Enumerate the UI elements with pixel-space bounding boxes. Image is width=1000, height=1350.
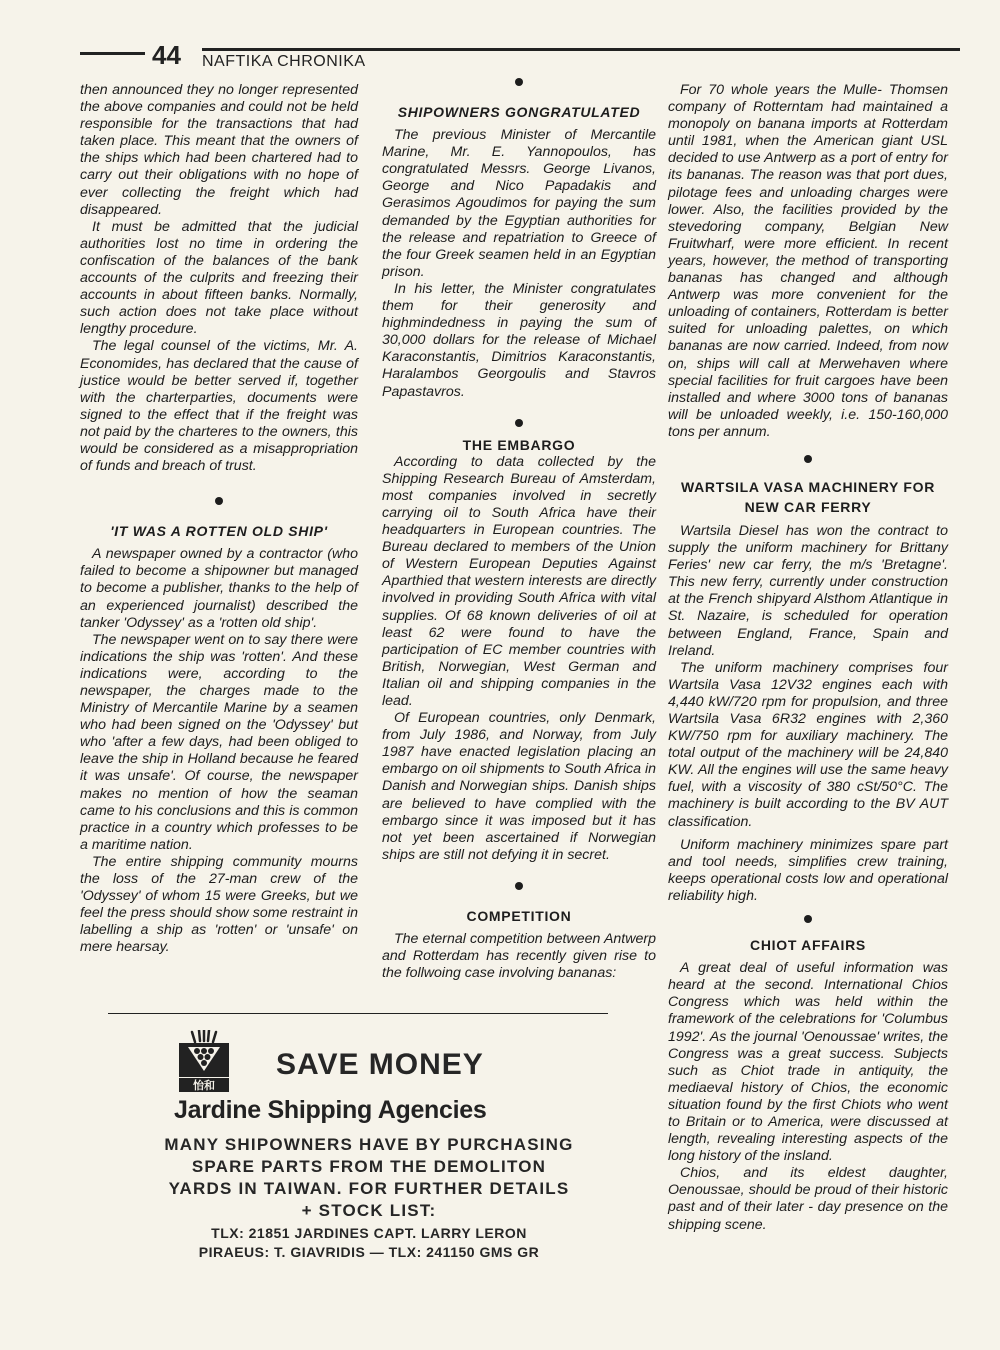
paragraph: The entire shipping community mourns the loss of the 27-man crew of the 'Odyssey' of whom 15 were Greeks, but we feel the press should show some restraint in labelling a ship as 'rotten' or 'unsafe' on mere hearsay. [80,853,358,956]
ad-body-line: YARDS IN TAIWAN. FOR FURTHER DETAILS [168,1179,570,1198]
bullet-divider [515,419,523,427]
jardine-advertisement [108,1013,608,1274]
ad-contact [164,1224,574,1262]
ad-body-line: SPARE PARTS FROM THE DEMOLITON [191,1157,547,1176]
bullet-divider [515,882,523,890]
paragraph: Uniform machinery minimizes spare part and tool needs, simplifies crew training, keeps operational costs low and operational reliability high. [668,836,948,904]
jardine-logo-icon [178,1030,230,1092]
ad-body-line: + STOCK LIST: [301,1201,437,1220]
ad-contact-line: PIRAEUS: T. GIAVRIDIS — TLX: 241150 GMS GR [198,1244,540,1260]
column-2 [382,78,656,982]
ad-company-name: Jardine Shipping Agencies [174,1096,487,1124]
section-heading: THE EMBARGO [462,436,576,453]
ad-contact-line: TLX: 21851 JARDINES CAPT. LARRY LERON [211,1225,527,1241]
paragraph: A newspaper owned by a contractor (who failed to become a shipowner but managed to become a publisher, thanks to the help of an experienced journalist) described the tanker 'Odyssey' as a 'rotten old ship'. [80,546,358,631]
page-number: 44 [152,40,181,70]
paragraph: For 70 whole years the Mulle- Thomsen company of Rotterntam had maintained a monopoly on banana imports at Rotterdam until 1981, when the American giant USL decided to use Antwerp as a port of entry for its bananas. The reason was that port dues, pilotage fees and unloading charges were lower. Also, the facilities provided by the stevedoring company, Belgian New Fruitwharf, were more efficient. In recent years, however, the method of transporting bananas has changed and although Antwerp was more convenient for the unloading of containers, Rotterdam is better suited for unloading palettes, on which bananas are now carried. Indeed, from now on, ships will call at Merwehaven where special facilities for fruit cargoes have been installed and where 3000 tons of bananas will be unloaded weekly, i.e. 150-160,000 tons per annum. [668,82,948,440]
paragraph: The uniform machinery comprises four Wartsila Vasa 12V32 engines each with 4,440 kW/720 rpm for propulsion, and three Wartsila Vasa 6R32 engines with 2,360 KW/750 rpm for auxiliary machinery. The total output of the machinery will be 24,840 KW. All the engines will use the same heavy fuel, with a viscosity of 380 cSt/50°C. The machinery is built according to the BV AUT classification. [668,659,948,830]
header-rule-right [202,48,960,51]
section-heading: SHIPOWNERS GONGRATULATED [397,104,641,120]
paragraph: Wartsila Diesel has won the contract to supply the uniform machinery for Brittany Feries' new car ferry, the m/s 'Bretagne'. This new ferry, currently under construction at the French shipyard Alsthom Atlantique in St. Nazaire, is scheduled for operation between England, France, Spain and Ireland. [668,522,948,659]
paragraph: The eternal competition between Antwerp and Rotterdam has recently given rise to the follwoing case involving bananas: [382,931,656,982]
paragraph: According to data collected by the Shipping Research Bureau of Amsterdam, most companies involved in secretly carrying oil to South Africa have their headquarters in European countries. The Bureau declared to members of the Union of Western European Deputies Against Aparthied that western interests are directly involved in providing South Africa with vital supplies. Of 68 known deliveries of oil at least 62 were found to have the participation of EC member countries with British, Norwegian, West German and Italian oil and shipping companies in the lead. [382,453,656,709]
paragraph: then announced they no longer represented the above companies and could not be held responsible for the transactions that had taken place. This meant that the owners of the ships which had been chartered had to carry out their obligations with no hope of ever collecting the freight which had disappeared. [80,82,358,218]
paragraph: The legal counsel of the victims, Mr. A. Economides, has declared that the cause of justice would be better served if, together with the charterparties, documents were signed to the effect that if the freight was not paid by the charteres to the owners, this would be considered as a misappropriation of funds and breach of trust. [80,338,358,475]
ad-headline: SAVE MONEY [276,1048,484,1081]
paragraph: In his letter, the Minister congratulates them for their generosity and highmindedness in paying the sum of 30,000 dollars for the release of Michael Karaconstantis, Dimitrios Karaconstantis, Haralambos Georgoulis and Stavros Papastavros. [382,280,656,400]
section-heading: COMPETITION [466,907,572,924]
ad-body [164,1134,574,1222]
paragraph: A great deal of useful information was heard at the second. International Chios Congress which was held within the framework of the celebrations for 'Columbus 1992'. As the journal 'Oenoussae' writes, the Congress was a great success. Subjects such as Chiot trade in antiquity, the mediaeval history of Chios, the economic situation found by the first Chiots who went to Britain or to America, were discussed at length, revealing interesting aspects of the long history of the insland. [668,960,948,1165]
paragraph: It must be admitted that the judicial authorities lost no time in ordering the confiscation of the balances of the bank accounts of the culprits and freezing their accounts in about fifteen banks. Normally, such action does not take place without lengthy procedure. [80,218,358,338]
bullet-divider [804,455,812,463]
ad-body-line: MANY SHIPOWNERS HAVE BY PURCHASING [164,1135,574,1154]
svg-text:怡和: 怡和 [193,1079,215,1092]
bullet-divider [804,915,812,923]
section-heading: WARTSILA VASA MACHINERY FOR NEW CAR FERRY [680,478,936,515]
bullet-divider [215,497,223,505]
column-1 [80,82,358,957]
column-3 [668,82,948,1234]
section-heading: 'IT WAS A ROTTEN OLD SHIP' [110,523,328,540]
header-rule-left [80,52,145,55]
paragraph: The newspaper went on to say there were indications the ship was 'rotten'. And these indications were, according to the newspaper, the charges made to the Ministry of Mercantile Marine by a seamen who had been signed on the 'Odyssey' but who 'after a few days, had been obliged to leave the ship in Holland because he feared it was unsafe'. Of course, the newspaper makes no mention of how the seaman came to his conclusions and this is common practice in a country which professes to be a maritime nation. [80,631,358,853]
section-heading: CHIOT AFFAIRS [750,937,866,954]
bullet-divider [515,78,523,86]
magazine-title: NAFTIKA CHRONIKA [202,53,366,70]
paragraph: Chios, and its eldest daughter, Oenoussae, should be proud of their historic past and of their later - day presence on the shipping scene. [668,1165,948,1233]
paragraph: The previous Minister of Mercantile Marine, Mr. E. Yannopoulos, has congratulated Messrs. George Livanos, George and Nico Papadakis and Gerasimos Agoudimos for paying the sum demanded by the Egyptian authorities for the release and repatriation to Greece of the four Greek seamen held in an Egyptian prison. [382,127,656,280]
page-header [80,40,960,80]
paragraph: Of European countries, only Denmark, from July 1986, and Norway, from July 1987 have enacted legislation placing an embargo on oil shipments to South Africa in Danish and Norwegian ships. Danish ships are believed to have complied with the embargo since it was imposed but it has not yet been ascertained if Norwegian ships are still not defying it in secret. [382,710,656,863]
